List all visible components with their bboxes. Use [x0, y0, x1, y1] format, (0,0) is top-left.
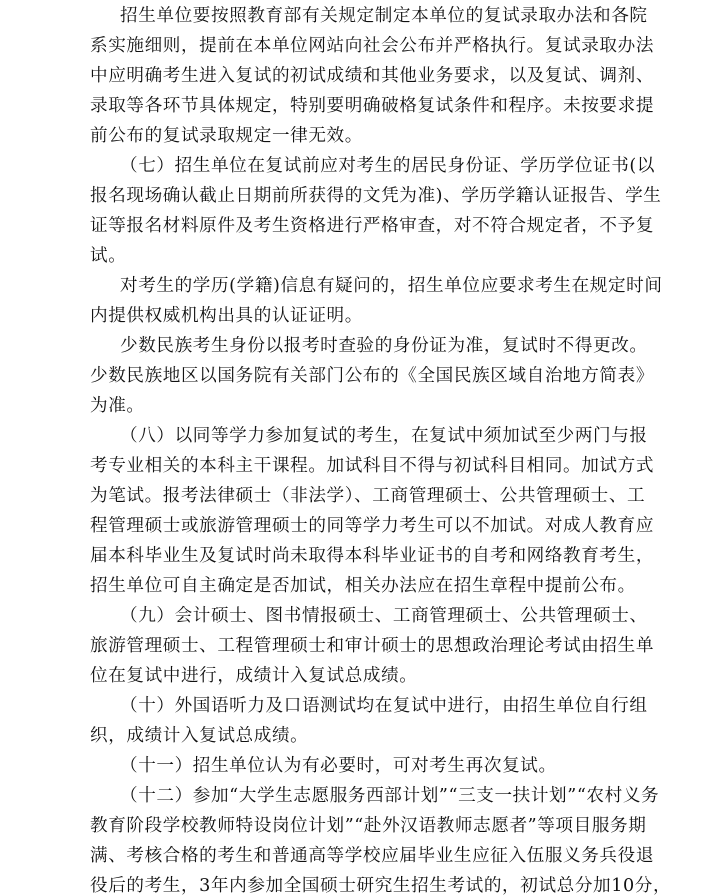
- text-line: 中应明确考生进入复试的初试成绩和其他业务要求，以及复试、调剂、: [90, 66, 655, 86]
- text-line: 内提供权威机构出具的认证证明。: [90, 306, 363, 326]
- text-line: 教育阶段学校教师特设岗位计划”“赴外汉语教师志愿者”等项目服务期: [90, 816, 647, 836]
- text-line: （九）会计硕士、图书情报硕士、工商管理硕士、公共管理硕士、: [120, 606, 648, 626]
- text-line: 系实施细则，提前在本单位网站向社会公布并严格执行。复试录取办法: [90, 36, 655, 56]
- text-line: 为准。: [90, 396, 145, 416]
- text-line: 届本科毕业生及复试时尚未取得本科毕业证书的自考和网络教育考生，: [90, 546, 655, 566]
- text-line: 满、考核合格的考生和普通高等学校应届毕业生应征入伍服义务兵役退: [90, 846, 655, 866]
- text-line: 织，成绩计入复试总成绩。: [90, 726, 309, 746]
- text-line: （十一）招生单位认为有必要时，可对考生再次复试。: [120, 756, 557, 776]
- text-line: 证等报名材料原件及考生资格进行严格审查，对不符合规定者，不予复: [90, 216, 655, 236]
- text-line: （七）招生单位在复试前应对考生的居民身份证、学历学位证书(以: [120, 156, 656, 176]
- text-line: 旅游管理硕士、工程管理硕士和审计硕士的思想政治理论考试由招生单: [90, 636, 655, 656]
- text-line: 考专业相关的本科主干课程。加试科目不得与初试科目相同。加试方式: [90, 456, 655, 476]
- text-line: 报名现场确认截止日期前所获得的文凭为准)、学历学籍认证报告、学生: [90, 186, 662, 206]
- text-line: （十）外国语听力及口语测试均在复试中进行，由招生单位自行组: [120, 696, 648, 716]
- text-line: 前公布的复试录取规定一律无效。: [90, 126, 363, 146]
- text-line: （八）以同等学力参加复试的考生，在复试中须加试至少两门与报: [120, 426, 648, 446]
- text-line: 少数民族地区以国务院有关部门公布的《全国民族区域自治地方简表》: [90, 366, 655, 386]
- text-line: 程管理硕士或旅游管理硕士的同等学力考生可以不加试。对成人教育应: [90, 516, 655, 536]
- text-line: 对考生的学历(学籍)信息有疑问的，招生单位应要求考生在规定时间: [120, 276, 663, 296]
- text-line: 役后的考生，3年内参加全国硕士研究生招生考试的，初试总分加10分，: [90, 876, 672, 896]
- text-line: 招生单位要按照教育部有关规定制定本单位的复试录取办法和各院: [120, 6, 648, 26]
- text-line: 少数民族考生身份以报考时查验的身份证为准，复试时不得更改。: [120, 336, 648, 356]
- text-line: 招生单位可自主确定是否加试，相关办法应在招生章程中提前公布。: [90, 576, 636, 596]
- text-line: 位在复试中进行，成绩计入复试总成绩。: [90, 666, 418, 686]
- text-line: （十二）参加“大学生志愿服务西部计划”“三支一扶计划”“农村义务: [120, 786, 660, 806]
- text-line: 录取等各环节具体规定，特别要明确破格复试条件和程序。未按要求提: [90, 96, 655, 116]
- text-line: 为笔试。报考法律硕士（非法学）、工商管理硕士、公共管理硕士、工: [90, 486, 646, 506]
- text-line: 试。: [90, 246, 127, 266]
